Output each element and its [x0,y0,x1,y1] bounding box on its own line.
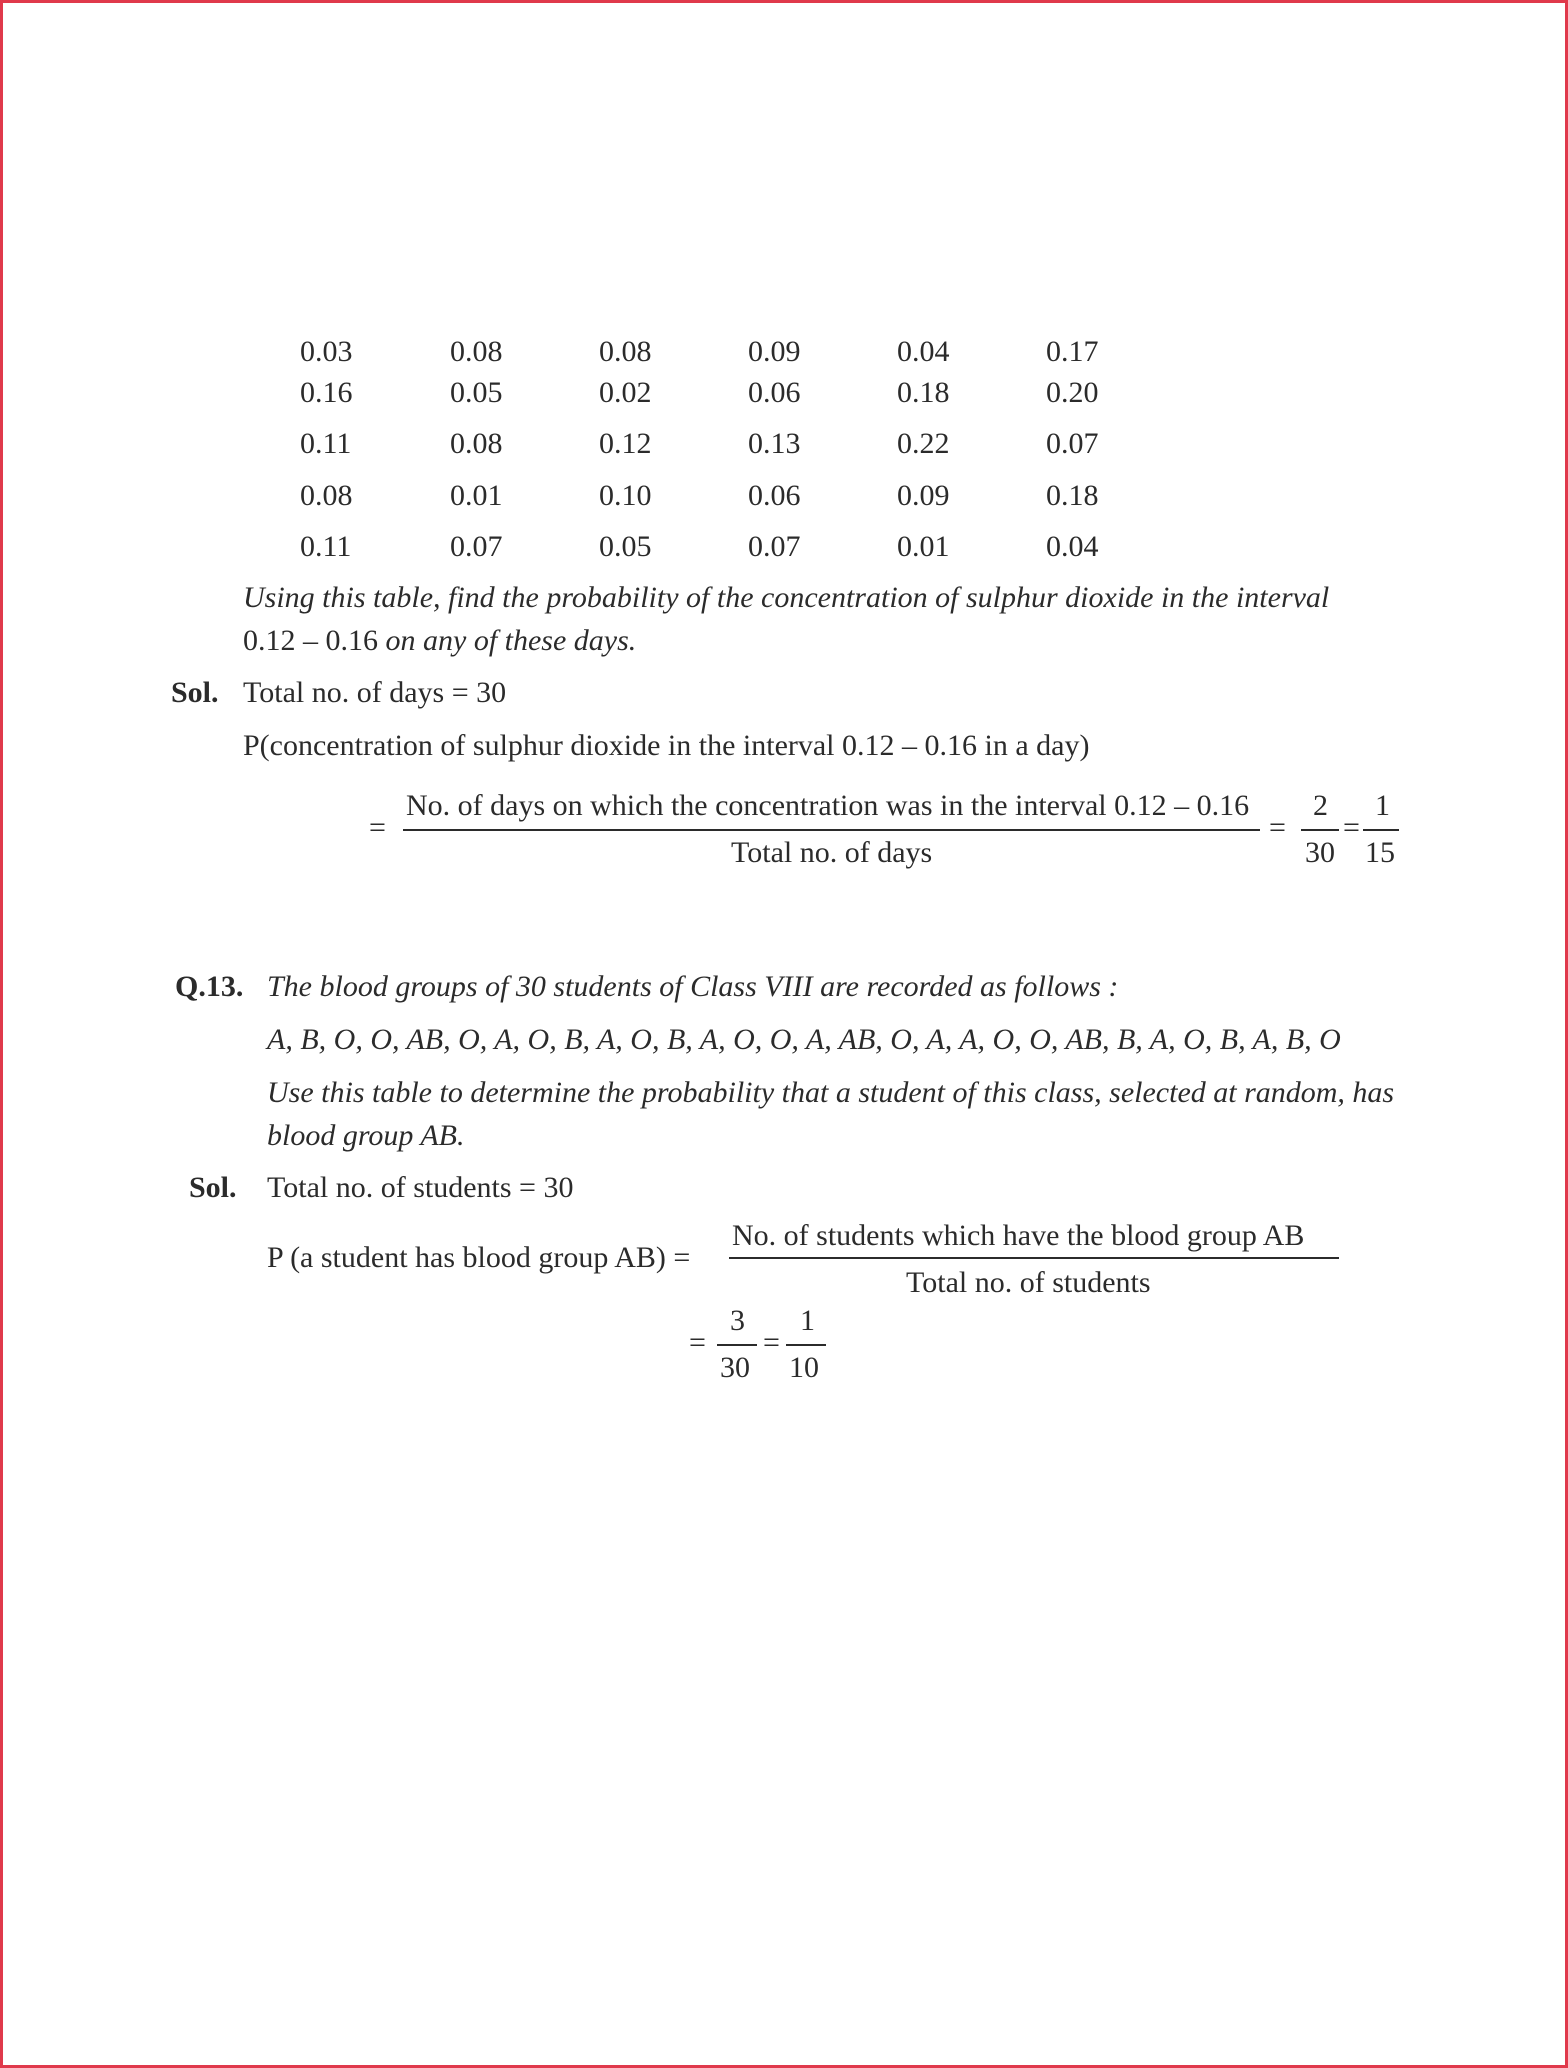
q12-denominator: Total no. of days [731,836,933,869]
q13-frac2-den: 10 [789,1351,819,1384]
q12-question-line2 [243,624,636,658]
q12-prob-label: P(concentration of sulphur dioxide in the interval 0.12 – 0.16 in a day) [243,729,1090,762]
q13-frac2-bar [786,1344,826,1346]
table-cell: 0.08 [599,335,652,368]
table-row [300,376,1140,416]
table-cell: 0.01 [897,530,950,563]
q13-prob-label: P (a student has blood group AB) = [267,1241,691,1274]
table-cell: 0.22 [897,427,950,460]
q12-equals-3: = [1343,811,1360,844]
table-row [300,479,1140,519]
table-cell: 0.09 [897,479,950,512]
table-row [300,427,1140,467]
q13-question-line3: Use this table to determine the probability that a student of this class, selected at random, has [267,1076,1395,1109]
table-cell: 0.05 [599,530,652,563]
q13-frac1-den: 30 [720,1351,750,1384]
table-cell: 0.04 [897,335,950,368]
q12-fraction-bar [403,829,1260,831]
q13-numerator: No. of students which have the blood group AB [732,1219,1305,1252]
table-cell: 0.06 [748,479,801,512]
q12-total-days: Total no. of days = 30 [243,676,507,709]
table-cell: 0.12 [599,427,652,460]
q12-question-rest: on any of these days. [378,624,637,657]
table-cell: 0.02 [599,376,652,409]
q13-total-students: Total no. of students = 30 [267,1171,574,1204]
q13-equals: = [689,1326,706,1359]
table-cell: 0.08 [300,479,353,512]
q13-frac1-num: 3 [730,1304,745,1337]
table-cell: 0.18 [897,376,950,409]
table-cell: 0.06 [748,376,801,409]
q12-frac2-den: 15 [1365,836,1395,869]
q13-equals-2: = [763,1326,780,1359]
table-row [300,530,1140,570]
table-cell: 0.05 [450,376,503,409]
q12-equals: = [369,811,386,844]
table-cell: 0.11 [300,530,352,563]
q13-frac2-num: 1 [800,1304,815,1337]
q12-frac1-bar [1301,829,1339,831]
q12-numerator: No. of days on which the concentration was in the interval 0.12 – 0.16 [406,789,1250,822]
q13-question-line4: blood group AB. [267,1119,465,1152]
q12-question-line1: Using this table, find the probability of the concentration of sulphur dioxide in the interval [243,581,1330,614]
table-cell: 0.07 [450,530,503,563]
q13-sol-label: Sol. [189,1171,237,1204]
table-cell: 0.11 [300,427,352,460]
q13-question-line1: The blood groups of 30 students of Class VIII are recorded as follows : [267,970,1119,1003]
table-cell: 0.09 [748,335,801,368]
table-cell: 0.20 [1046,376,1099,409]
table-cell: 0.08 [450,427,503,460]
q12-frac1-den: 30 [1305,836,1335,869]
q12-frac2-num: 1 [1375,789,1390,822]
q12-interval: 0.12 – 0.16 [243,624,378,657]
q12-sol-label: Sol. [171,676,219,709]
table-cell: 0.08 [450,335,503,368]
table-cell: 0.07 [748,530,801,563]
q12-frac2-bar [1363,829,1399,831]
table-cell: 0.10 [599,479,652,512]
table-row [300,335,1140,375]
table-cell: 0.13 [748,427,801,460]
table-cell: 0.03 [300,335,353,368]
q12-equals-2: = [1269,811,1286,844]
q13-fraction-bar [729,1257,1339,1259]
table-cell: 0.04 [1046,530,1099,563]
table-cell: 0.17 [1046,335,1099,368]
table-cell: 0.16 [300,376,353,409]
table-cell: 0.07 [1046,427,1099,460]
q13-label: Q.13. [175,970,244,1003]
q13-blood-groups: A, B, O, O, AB, O, A, O, B, A, O, B, A, O, O, A, AB, O, A, A, O, O, AB, B, A, O, B, A, B, O [267,1023,1341,1056]
q13-denominator: Total no. of students [906,1266,1151,1299]
table-cell: 0.18 [1046,479,1099,512]
q13-frac1-bar [717,1344,757,1346]
q12-frac1-num: 2 [1313,789,1328,822]
table-cell: 0.01 [450,479,503,512]
